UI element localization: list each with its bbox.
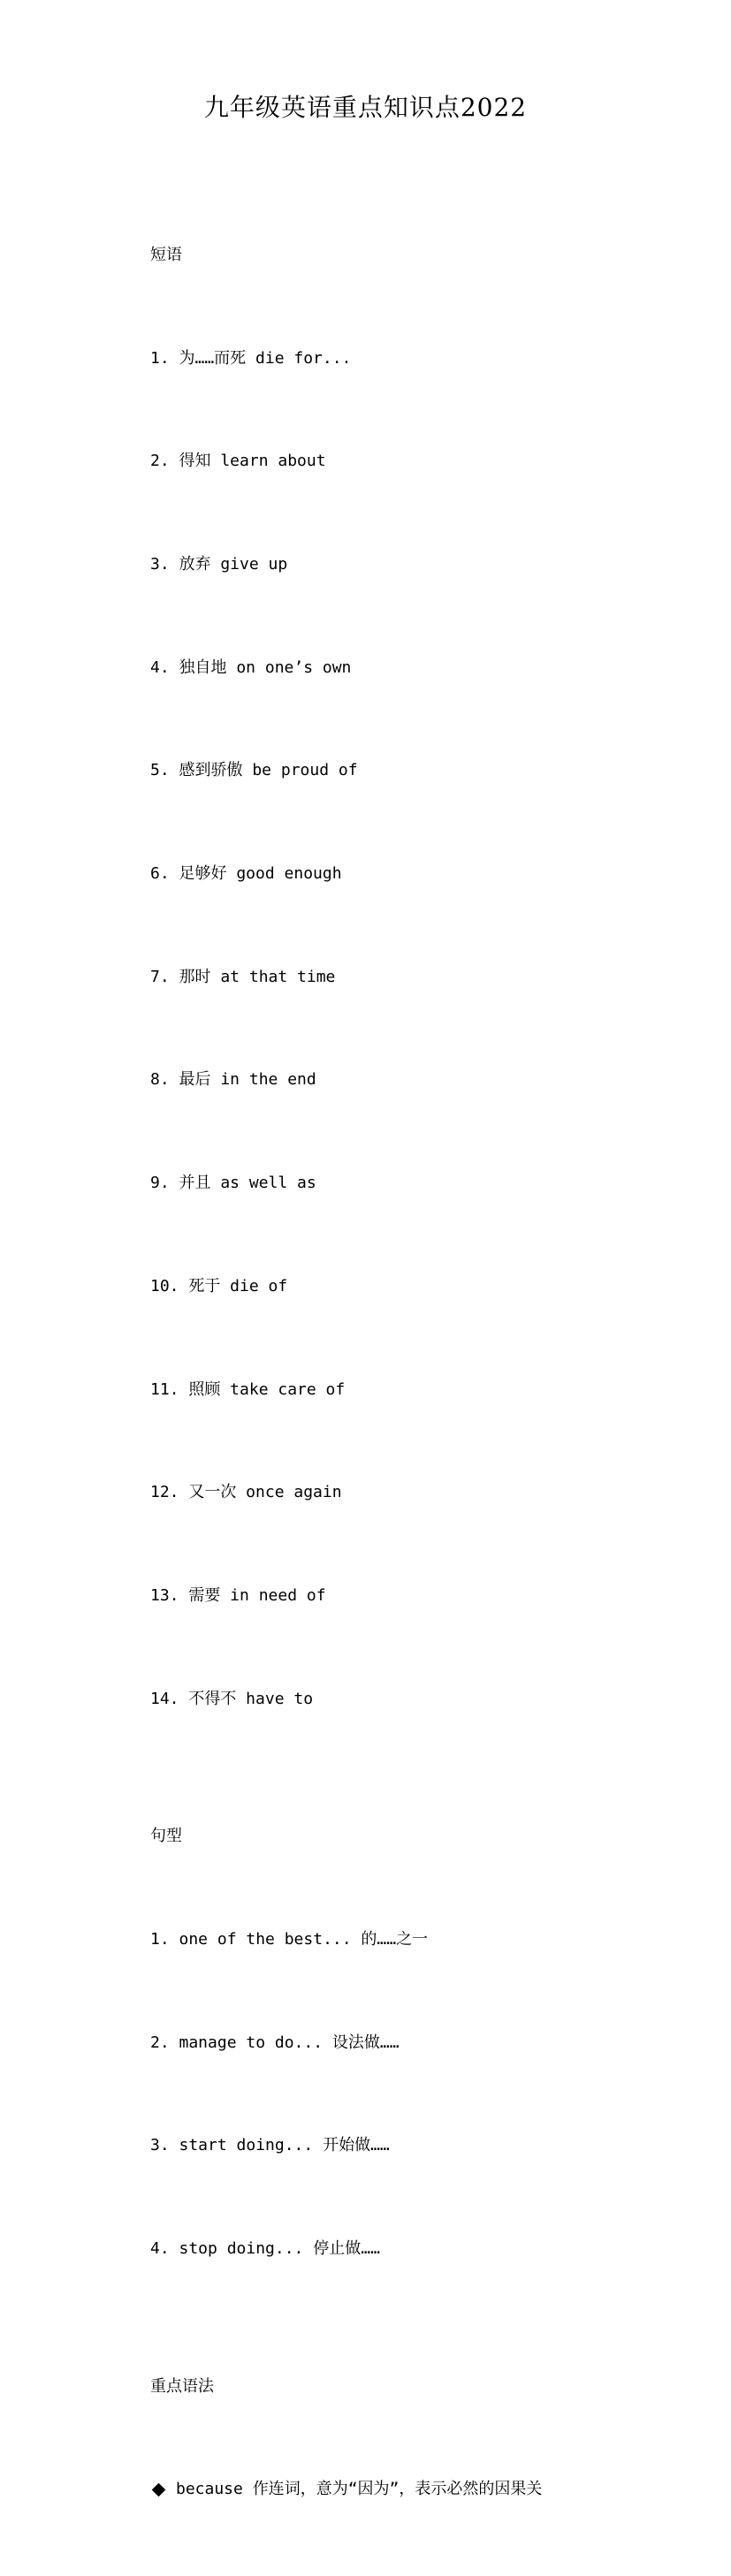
phrase-item: 10. 死于 die of — [150, 1276, 288, 1296]
phrase-item: 2. 得知 learn about — [150, 452, 326, 471]
phrase-item: 1. 为……而死 die for... — [150, 348, 352, 368]
phrase-item: 12. 又一次 once again — [150, 1483, 342, 1502]
phrase-item: 13. 需要 in need of — [150, 1585, 326, 1605]
phrase-item: 9. 并且 as well as — [150, 1174, 316, 1193]
pattern-item: 4. stop doing... 停止做…… — [150, 2239, 380, 2259]
pattern-item: 1. one of the best... 的……之一 — [150, 1929, 429, 1949]
phrases-heading: 短语 — [150, 245, 182, 264]
phrase-item: 4. 独自地 on one’s own — [150, 657, 352, 677]
grammar-bullet-text: because 作连词，意为“因为”，表示必然的因果关 — [176, 2480, 543, 2499]
phrase-item: 7. 那时 at that time — [150, 967, 336, 986]
phrase-item: 8. 最后 in the end — [150, 1070, 316, 1090]
patterns-heading: 句型 — [150, 1827, 182, 1846]
diamond-bullet-icon — [152, 2483, 166, 2497]
phrase-item: 14. 不得不 have to — [150, 1689, 314, 1708]
phrase-item: 11. 照顾 take care of — [150, 1379, 346, 1399]
grammar-bullet-item — [150, 2473, 681, 2507]
grammar-heading: 重点语法 — [150, 2376, 214, 2396]
document-body — [150, 170, 681, 2576]
pattern-item: 3. start doing... 开始做…… — [150, 2136, 390, 2155]
phrase-item: 6. 足够好 good enough — [150, 864, 342, 884]
phrase-item: 5. 感到骄傲 be proud of — [150, 761, 358, 780]
pattern-item: 2. manage to do... 设法做…… — [150, 2033, 400, 2052]
phrase-item: 3. 放弃 give up — [150, 554, 288, 574]
document-title: 九年级英语重点知识点2022 — [203, 93, 528, 122]
